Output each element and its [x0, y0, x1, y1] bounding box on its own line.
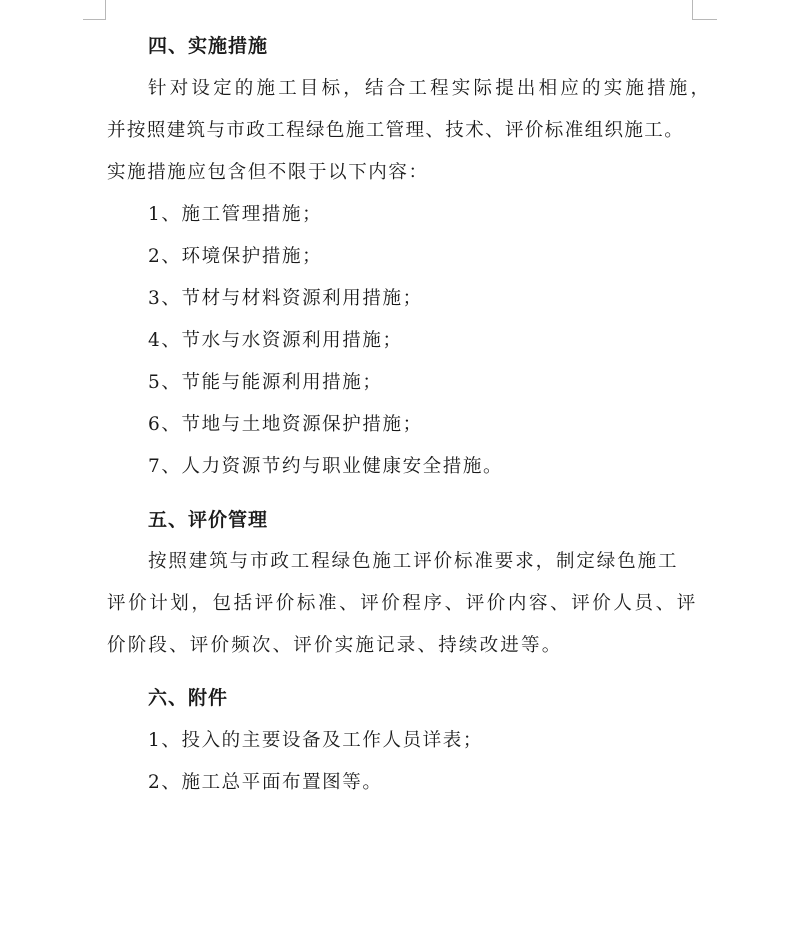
section-heading: 四、实施措施 [148, 35, 269, 57]
list-item: 1、施工管理措施； [148, 204, 323, 225]
list-item: 4、节水与水资源利用措施； [148, 330, 403, 351]
list-item: 1、投入的主要设备及工作人员详表； [148, 730, 483, 751]
list-item: 6、节地与土地资源保护措施； [148, 414, 423, 435]
paragraph-line: 价阶段、评价频次、评价实施记录、持续改进等。 [107, 635, 563, 656]
list-item: 7、人力资源节约与职业健康安全措施。 [148, 456, 504, 477]
list-item: 5、节能与能源利用措施； [148, 372, 383, 393]
list-item: 2、环境保护措施； [148, 246, 323, 267]
section-heading: 五、评价管理 [148, 509, 269, 531]
paragraph-line: 针对设定的施工目标，结合工程实际提出相应的实施措施， [148, 78, 713, 99]
page-corner-mark-top-left [83, 0, 106, 20]
paragraph-line: 按照建筑与市政工程绿色施工评价标准要求，制定绿色施工 [148, 551, 679, 572]
list-item: 2、施工总平面布置图等。 [148, 772, 383, 793]
paragraph-line: 并按照建筑与市政工程绿色施工管理、技术、评价标准组织施工。 [107, 120, 685, 141]
paragraph-line: 评价计划，包括评价标准、评价程序、评价内容、评价人员、评 [107, 593, 698, 614]
list-item: 3、节材与材料资源利用措施； [148, 288, 423, 309]
section-heading: 六、附件 [148, 687, 229, 709]
page-corner-mark-top-right [692, 0, 717, 20]
paragraph-line: 实施措施应包含但不限于以下内容： [107, 162, 429, 183]
